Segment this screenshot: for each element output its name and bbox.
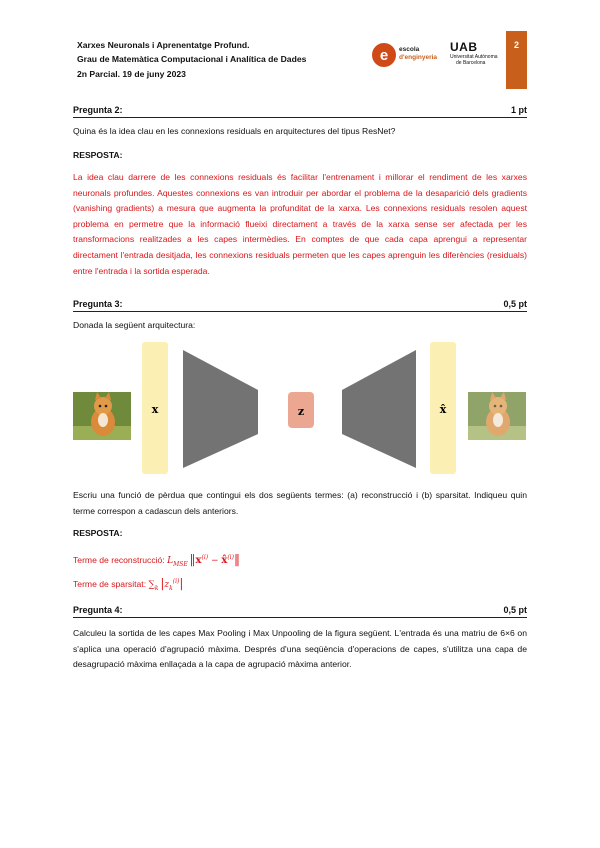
encoder-trapezoid	[183, 350, 258, 468]
q3-answer-label: RESPOSTA:	[73, 528, 123, 538]
autoencoder-diagram	[70, 340, 530, 480]
page-number: 2	[506, 31, 527, 89]
input-label: x	[151, 403, 159, 416]
degree-title: Grau de Matemàtica Computacional i Analítica de Dades	[77, 54, 307, 64]
q2-question: Quina és la idea clau en les connexions residuals en arquitectures del tipus ResNet?	[73, 126, 396, 136]
q2-points: 1 pt	[510, 105, 527, 115]
escola-enginyeria-logo	[371, 40, 439, 70]
sparsity-term-label: Terme de sparsitat:	[73, 579, 147, 589]
output-label: x̂	[439, 403, 447, 416]
q2-header	[73, 104, 527, 118]
q4-title: Pregunta 4:	[73, 605, 123, 615]
decoder-trapezoid	[342, 350, 416, 468]
sparsity-term-formula: $\sum_k$ $|z_k^{(i)}|$	[148, 576, 184, 592]
q2-answer: La idea clau darrere de les connexions residuals és facilitar l'entrenament i millorar el rendiment de les xarxes neuronals profundes. Aquestes connexions es van introduir per abordar el problema de la desaparició dels gradients (vanishing gradients) a mesura que augmenta la profunditat de la xarxa. Les connexions residuals resolen aquest problema en permetre que la informació flueixi directament a través de la xarxa sense ser afectada per les transformacions realitzades a les capes intermèdies. En comptes de que cada capa aprengui a representar directament l'entrada desitjada, les connexions residuals permeten que les capes aprenguin les diferències (residuals) entre l'entrada i la sortida esperada.	[73, 172, 527, 276]
recon-term-row	[73, 550, 527, 572]
q3-header	[73, 298, 527, 312]
q2-answer-label: RESPOSTA:	[73, 150, 123, 160]
logo-enginyeria-text: d'enginyeria	[399, 54, 438, 61]
logo-escola-text: escola	[399, 46, 420, 53]
q3-points: 0,5 pt	[503, 299, 527, 309]
recon-term-label: Terme de reconstrucció:	[73, 555, 165, 565]
sparsity-term-row	[73, 574, 527, 596]
q3-question: Escriu una funció de pèrdua que contingui els dos següents termes: (a) reconstrucció i (b) sparsitat. Indiqueu quin terme correspon a cadascun dels anteriors.	[73, 490, 527, 516]
q3-intro: Donada la següent arquitectura:	[73, 320, 196, 330]
svg-text:e: e	[379, 47, 389, 64]
logo-uab-line2: de Barcelona	[456, 60, 486, 66]
exam-date: 2n Parcial. 19 de juny 2023	[77, 69, 186, 79]
autoencoder-svg	[70, 340, 530, 480]
latent-label: z	[297, 405, 305, 418]
recon-term-formula: $L_{MSE}$ $‖x^{(i)}$ − x̂$^{(i)}$‖	[167, 552, 240, 568]
q2-title: Pregunta 2:	[73, 105, 123, 115]
input-kitten-image	[73, 392, 131, 440]
logo-uab-text: UAB	[450, 40, 478, 54]
logo-uab-line1: Universitat Autònoma	[450, 54, 498, 60]
uab-logo	[450, 40, 498, 74]
q4-text: Calculeu la sortida de les capes Max Pooling i Max Unpooling de la figura següent. L'entrada és una matriu de 6×6 on s'aplica una operació d'agrupació màxima. Després d'una seqüència d'operacions de capes, s'utilitza una capa de desagrupació màxima enllaçada a la capa de agrupació màxima anterior.	[73, 628, 527, 670]
q3-title: Pregunta 3:	[73, 299, 123, 309]
course-title: Xarxes Neuronals i Aprenentatge Profund.	[77, 40, 250, 50]
output-kitten-image	[468, 392, 526, 440]
q4-points: 0,5 pt	[503, 605, 527, 615]
q4-header	[73, 604, 527, 618]
